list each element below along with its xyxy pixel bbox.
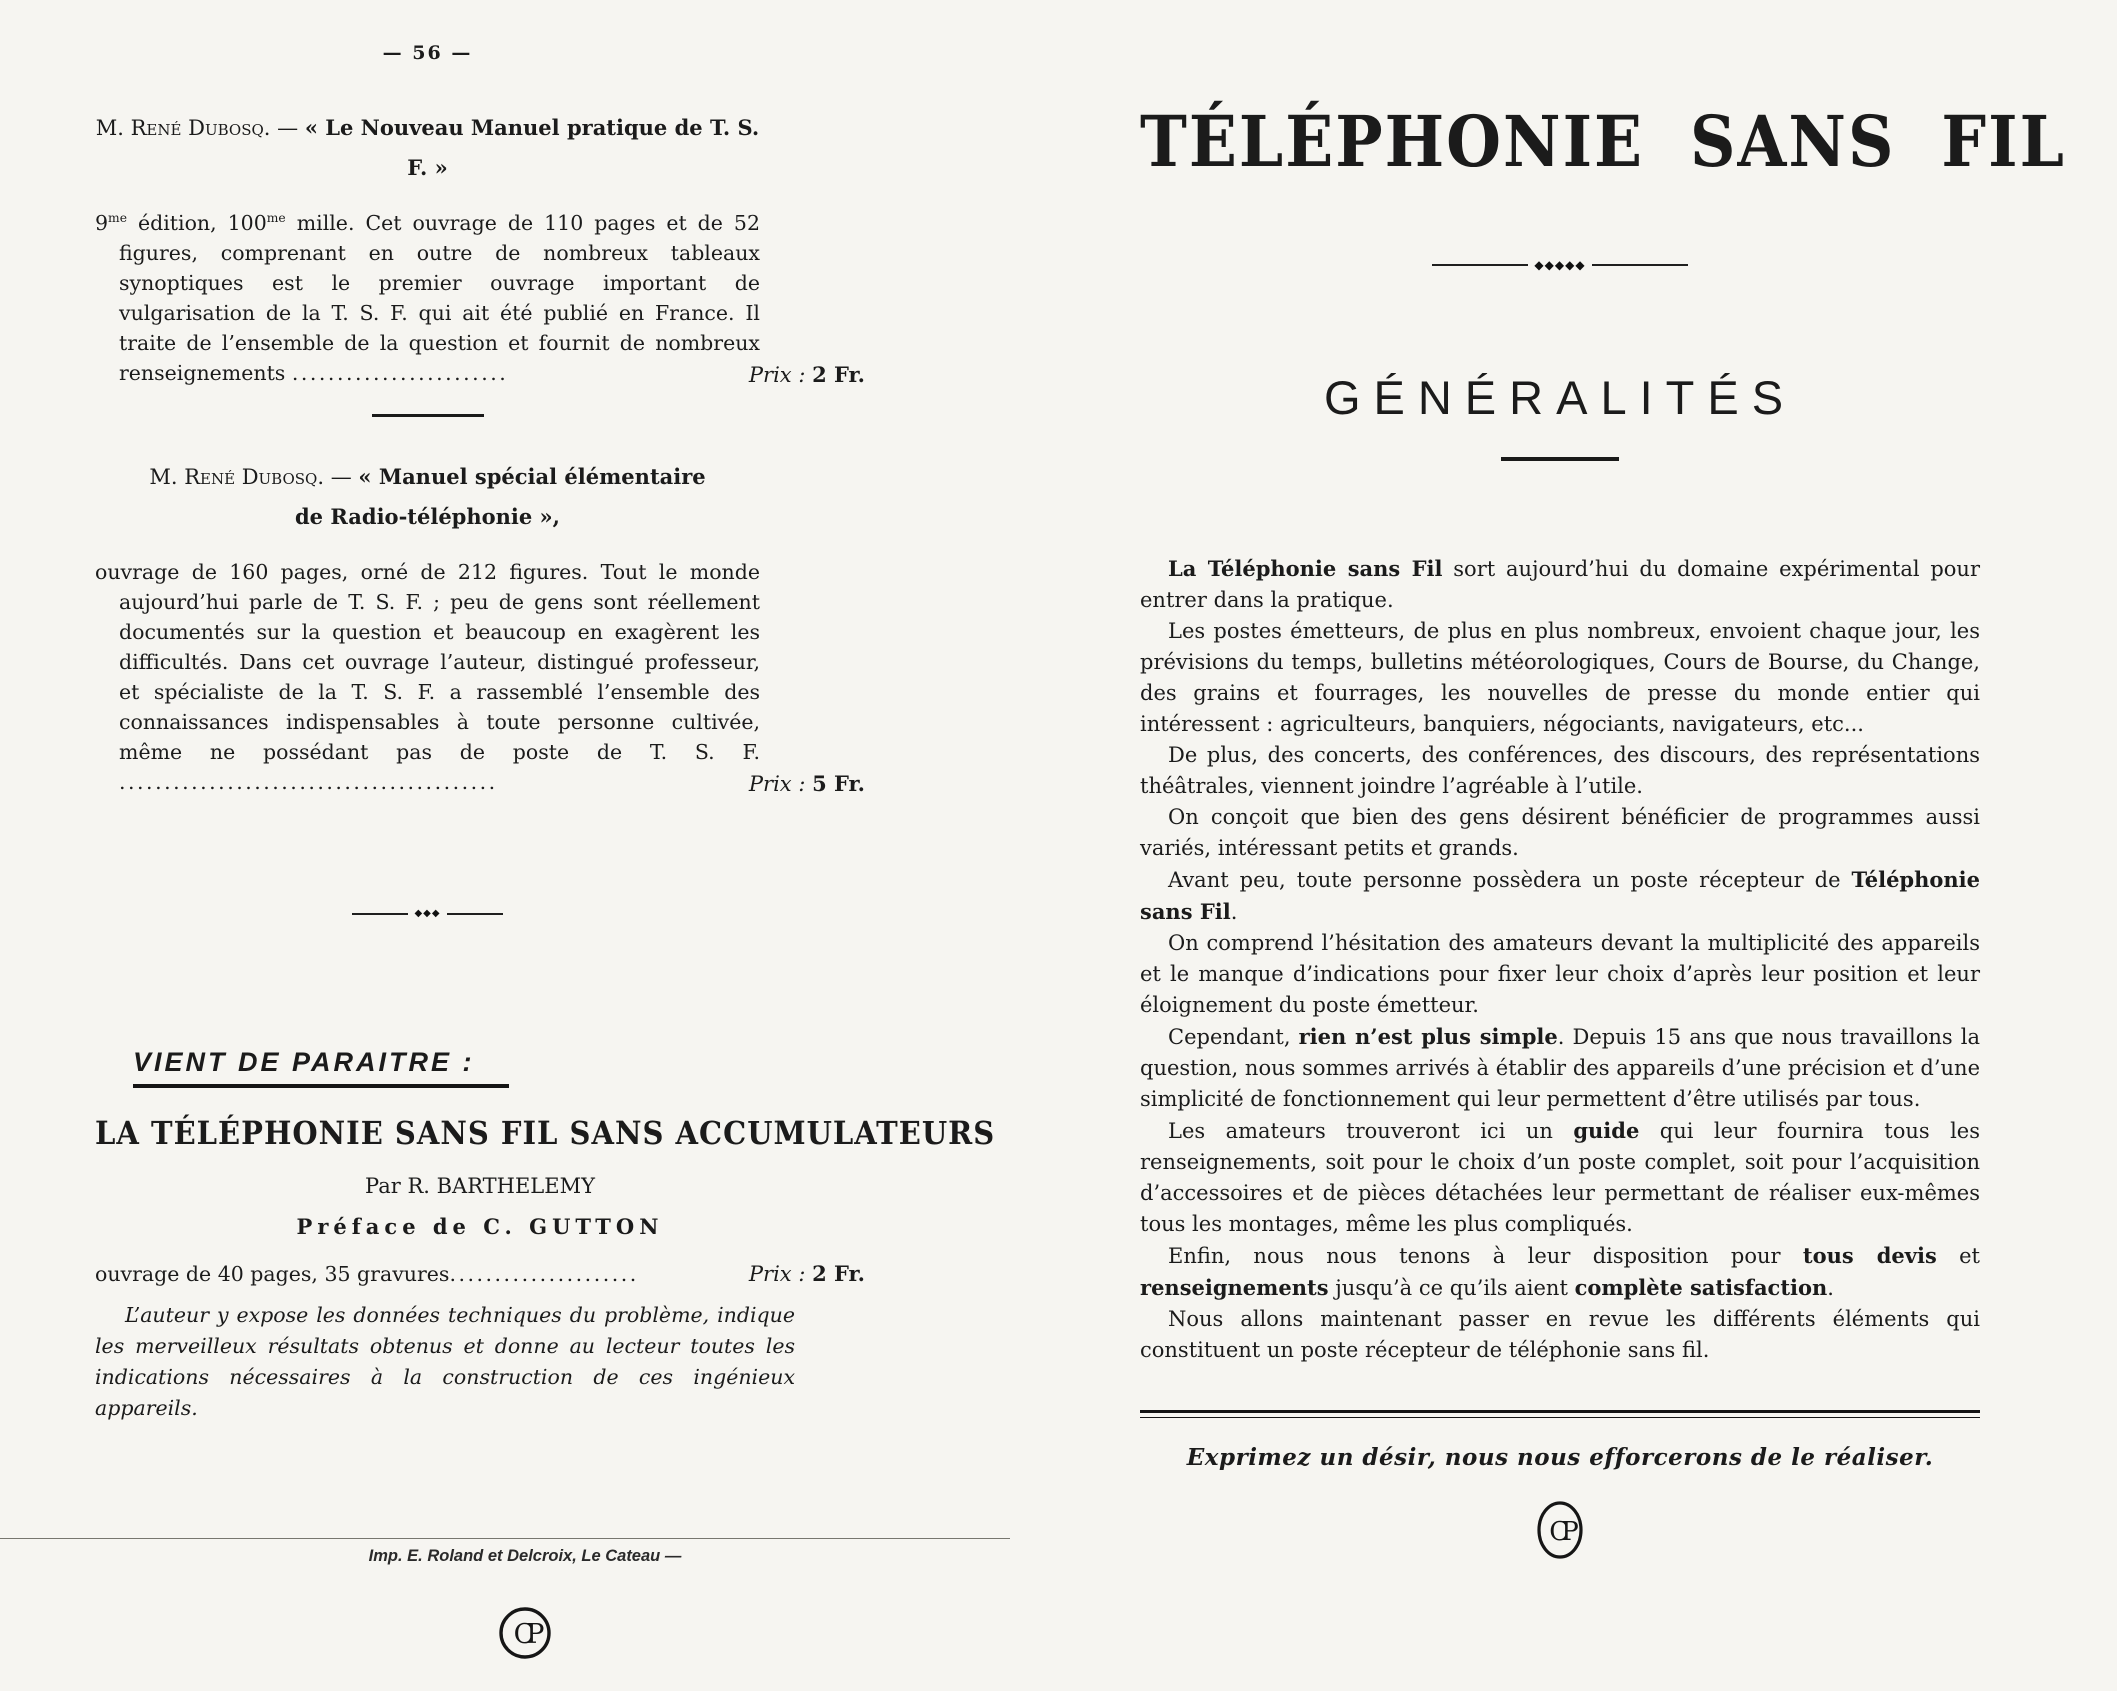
paragraph-4: On conçoit que bien des gens désirent bénéficier de programmes aussi variés, intéressant petits et grands.: [1140, 804, 1980, 860]
ornament-line: [352, 913, 408, 915]
ornament-line: [1432, 264, 1528, 266]
monogram-letters: CP: [513, 1619, 537, 1650]
page-number: — 56 —: [382, 42, 473, 64]
paragraph-8: Les amateurs trouveront ici un guide qui leur fournira tous les renseignements, soit pour le choix d’un poste complet, soit pour l’acquisition d’accessoires et de pièces détachées leur permettant de réaliser eux-mêmes tous les montages, même les plus compliqués.: [1140, 1117, 1981, 1236]
printer-imprint: Imp. E. Roland et Delcroix, Le Cateau —: [368, 1547, 682, 1565]
entry1-body: $9^{me}$ édition, $100^{me}$ mille. Cet ouvrage de 110 pages et de 52 figures, comprenant en outre de nombreux tableaux synoptiques est le premier ouvrage important de vulgarisation de la T. S. F. qui ait été publié en France. Il traite de l’ensemble de la question et fournit de nombreux renseignements ........................: [95, 211, 760, 385]
paragraph-10: Nous allons maintenant passer en revue les différents éléments qui constituent un poste récepteur de téléphonie sans fil.: [1140, 1306, 1980, 1362]
announced-book-blurb: L’auteur y expose les données techniques du problème, indique les merveilleux résultats obtenus et donne au lecteur toutes les indications nécessaires à la construction de ces ingénieux appareils.: [95, 1303, 795, 1420]
vient-de-paraitre-heading: VIENT DE PARAITRE :: [133, 1047, 509, 1088]
paragraph-5: Avant peu, toute personne possèdera un poste récepteur de Téléphonie sans Fil.: [1140, 866, 1980, 924]
announced-book-author: Par R. BARTHELEMY: [365, 1174, 595, 1198]
paragraph-7: Cependant, rien n’est plus simple. Depuis 15 ans que nous travaillons la question, nous sommes arrivés à établir des appareils d’une précision et d’une simplicité de fonctionnement qui leur permettent d’être utilisés par tous.: [1140, 1023, 1981, 1111]
section-heading-generalites: GÉNÉRALITÉS: [1323, 371, 1797, 424]
leader-dots: .....................: [449, 1262, 639, 1286]
paragraph-6: On comprend l’hésitation des amateurs devant la multiplicité des appareils et le manque d’indications pour fixer leur choix d’après leur position et leur éloignement du poste émetteur.: [1140, 930, 1980, 1017]
details-text: ouvrage de 40 pages, 35 gravures: [95, 1262, 450, 1286]
chapter-body: [1140, 553, 1980, 1366]
announced-book-title: LA TÉLÉPHONIE SANS FIL SANS ACCUMULATEURS: [95, 1114, 996, 1152]
book-entry-1: [95, 108, 865, 388]
ornament-divider-right: [1140, 260, 1980, 270]
paragraph-9: Enfin, nous nous tenons à leur disposition pour tous devis et renseignements jusqu’à ce qu’ils aient complète satisfaction.: [1140, 1242, 1980, 1300]
announced-book-preface: Préface de C. GUTTON: [296, 1214, 664, 1239]
entry1-heading: M. René Dubosq. — « Le Nouveau Manuel pratique de T. S. F. »: [95, 115, 760, 180]
entry-divider-rule: [372, 414, 484, 417]
entry2-price: Prix : 5 Fr.: [748, 771, 865, 796]
left-logo-area: [95, 1604, 865, 1662]
ornament-line: [1592, 264, 1688, 266]
entry2-body: ouvrage de 160 pages, orné de 212 figures. Tout le monde aujourd’hui parle de T. S. F. ; peu de gens sont réellement documentés sur la question et beaucoup en exagèrent les difficultés. Dans cet ouvrage l’auteur, distingué professeur, et spécialiste de la T. S. F. a rassemblé l’ensemble des connaissances indispensables à toute personne cultivée, même ne possédant pas de poste de T. S. F. ..........................................: [95, 560, 760, 794]
chapter-main-title: TÉLÉPHONIE SANS FIL: [1140, 100, 2066, 183]
new-release-announcement: [95, 919, 996, 1424]
ornament-line: [447, 913, 503, 915]
paragraph-3: De plus, des concerts, des conférences, des discours, des représentations théâtrales, viennent joindre l’agréable à l’utile.: [1140, 742, 1980, 798]
left-page: [95, 0, 996, 1662]
monogram-letters: CP: [1549, 1516, 1571, 1547]
footer-slogan: Exprimez un désir, nous nous efforcerons de le réaliser.: [1186, 1443, 1934, 1471]
announced-book-details: [95, 1261, 865, 1286]
entry1-price: Prix : 2 Fr.: [748, 362, 865, 387]
imprint-rule: [0, 1538, 1010, 1539]
ornament-divider-left: [95, 909, 760, 919]
publisher-monogram-logo: [496, 1604, 554, 1662]
book-entry-2: [95, 457, 865, 797]
entry2-heading: M. René Dubosq. — « Manuel spécial élémentaire de Radio-téléphonie »,: [149, 464, 706, 529]
right-page: [1140, 0, 2066, 1563]
paragraph-2: Les postes émetteurs, de plus en plus nombreux, envoient chaque jour, les prévisions du temps, bulletins météorologiques, Cours de Bourse, du Change, des grains et fourrages, les nouvelles de presse du monde entier qui intéressent : agriculteurs, banquiers, négociants, navigateurs, etc...: [1140, 618, 1980, 736]
section-heading-rule: [1501, 457, 1619, 461]
footer-double-rule: [1140, 1410, 1980, 1418]
diamond-ornament-icon: ◆◆◆: [414, 908, 441, 919]
paragraph-1: La Téléphonie sans Fil sort aujourd’hui du domaine expérimental pour entrer dans la pratique.: [1140, 555, 1980, 612]
publisher-monogram-logo: [1532, 1497, 1588, 1563]
announced-book-price: Prix : 2 Fr.: [748, 1261, 865, 1286]
diamond-ornament-icon: ◆◆◆◆◆: [1534, 258, 1586, 272]
right-logo-area: [1140, 1497, 1980, 1563]
